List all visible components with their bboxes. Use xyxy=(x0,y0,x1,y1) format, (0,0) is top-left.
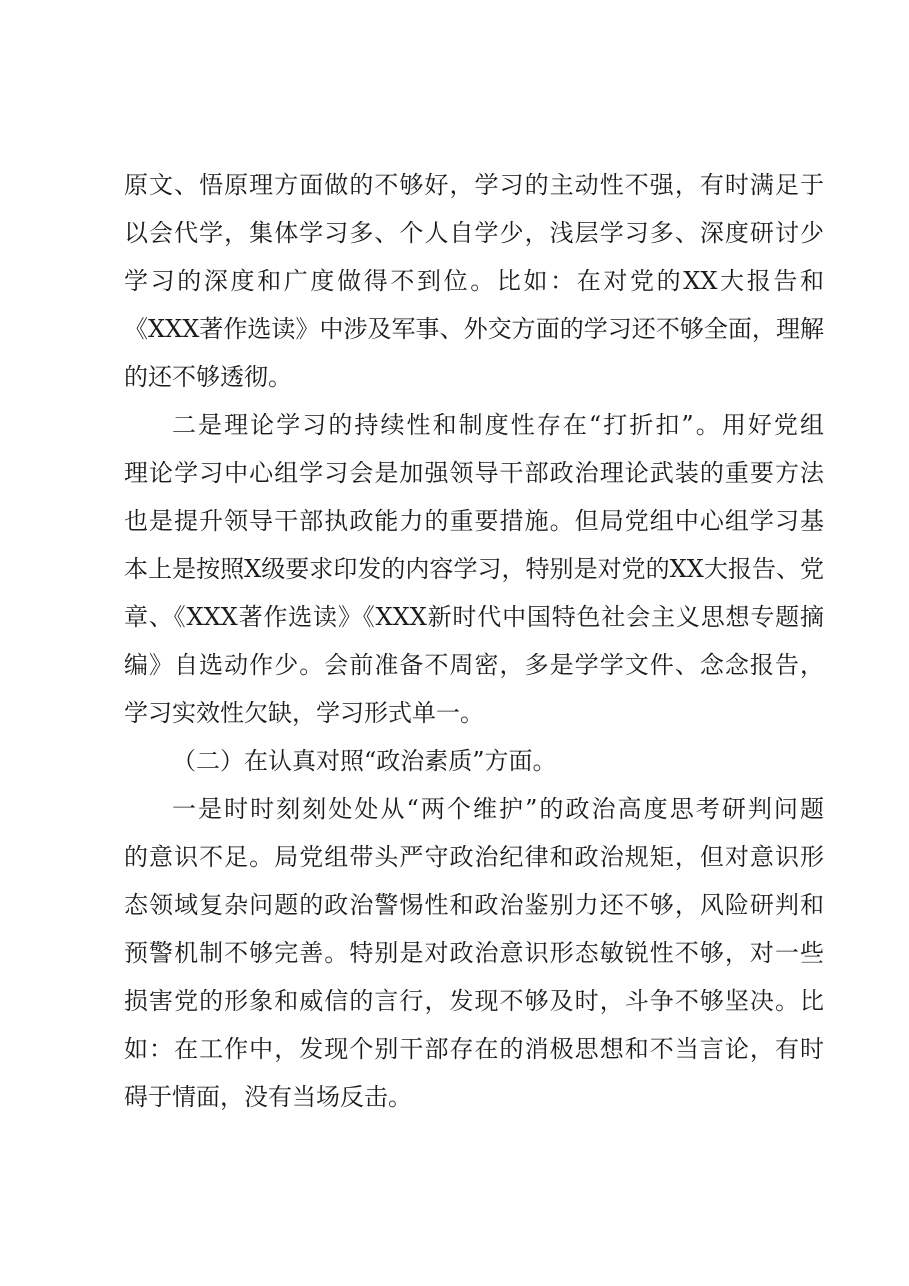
text-line: 如：在工作中，发现个别干部存在的消极思想和不当言论，有时 xyxy=(124,1035,824,1063)
text-line: 碍于情面，没有当场反击。 xyxy=(124,1083,412,1111)
text-line: 预警机制不够完善。特别是对政治意识形态敏锐性不够，对一些 xyxy=(124,939,824,967)
text-line: 的还不够透彻。 xyxy=(124,363,292,391)
text-line: 学习的深度和广度做得不到位。比如：在对党的XX大报告和 xyxy=(124,267,824,295)
text-line: 的意识不足。局党组带头严守政治纪律和政治规矩，但对意识形 xyxy=(124,843,824,871)
text-line: 以会代学，集体学习多、个人自学少，浅层学习多、深度研讨少 xyxy=(124,219,824,247)
text-line: 原文、悟原理方面做的不够好，学习的主动性不强，有时满足于 xyxy=(124,171,824,199)
text-line: 《XXX著作选读》中涉及军事、外交方面的学习还不够全面，理解 xyxy=(124,315,824,343)
text-line: 理论学习中心组学习会是加强领导干部政治理论武装的重要方法 xyxy=(124,459,824,487)
text-line: 学习实效性欠缺，学习形式单一。 xyxy=(124,699,484,727)
text-line: 本上是按照X级要求印发的内容学习，特别是对党的XX大报告、党 xyxy=(124,555,824,583)
text-line: 章、《XXX著作选读》《XXX新时代中国特色社会主义思想专题摘 xyxy=(124,603,824,631)
text-line: 也是提升领导干部执政能力的重要措施。但局党组中心组学习基 xyxy=(124,507,824,535)
section-heading: （二）在认真对照“政治素质”方面。 xyxy=(172,747,557,775)
text-line: 编》自选动作少。会前准备不周密，多是学学文件、念念报告， xyxy=(124,651,824,679)
text-line: 损害党的形象和威信的言行，发现不够及时，斗争不够坚决。比 xyxy=(124,987,824,1015)
paragraph-first-line: 一是时时刻刻处处从“两个维护”的政治高度思考研判问题 xyxy=(172,795,824,823)
text-line: 态领域复杂问题的政治警惕性和政治鉴别力还不够，风险研判和 xyxy=(124,891,824,919)
paragraph-first-line: 二是理论学习的持续性和制度性存在“打折扣”。用好党组 xyxy=(172,411,824,439)
